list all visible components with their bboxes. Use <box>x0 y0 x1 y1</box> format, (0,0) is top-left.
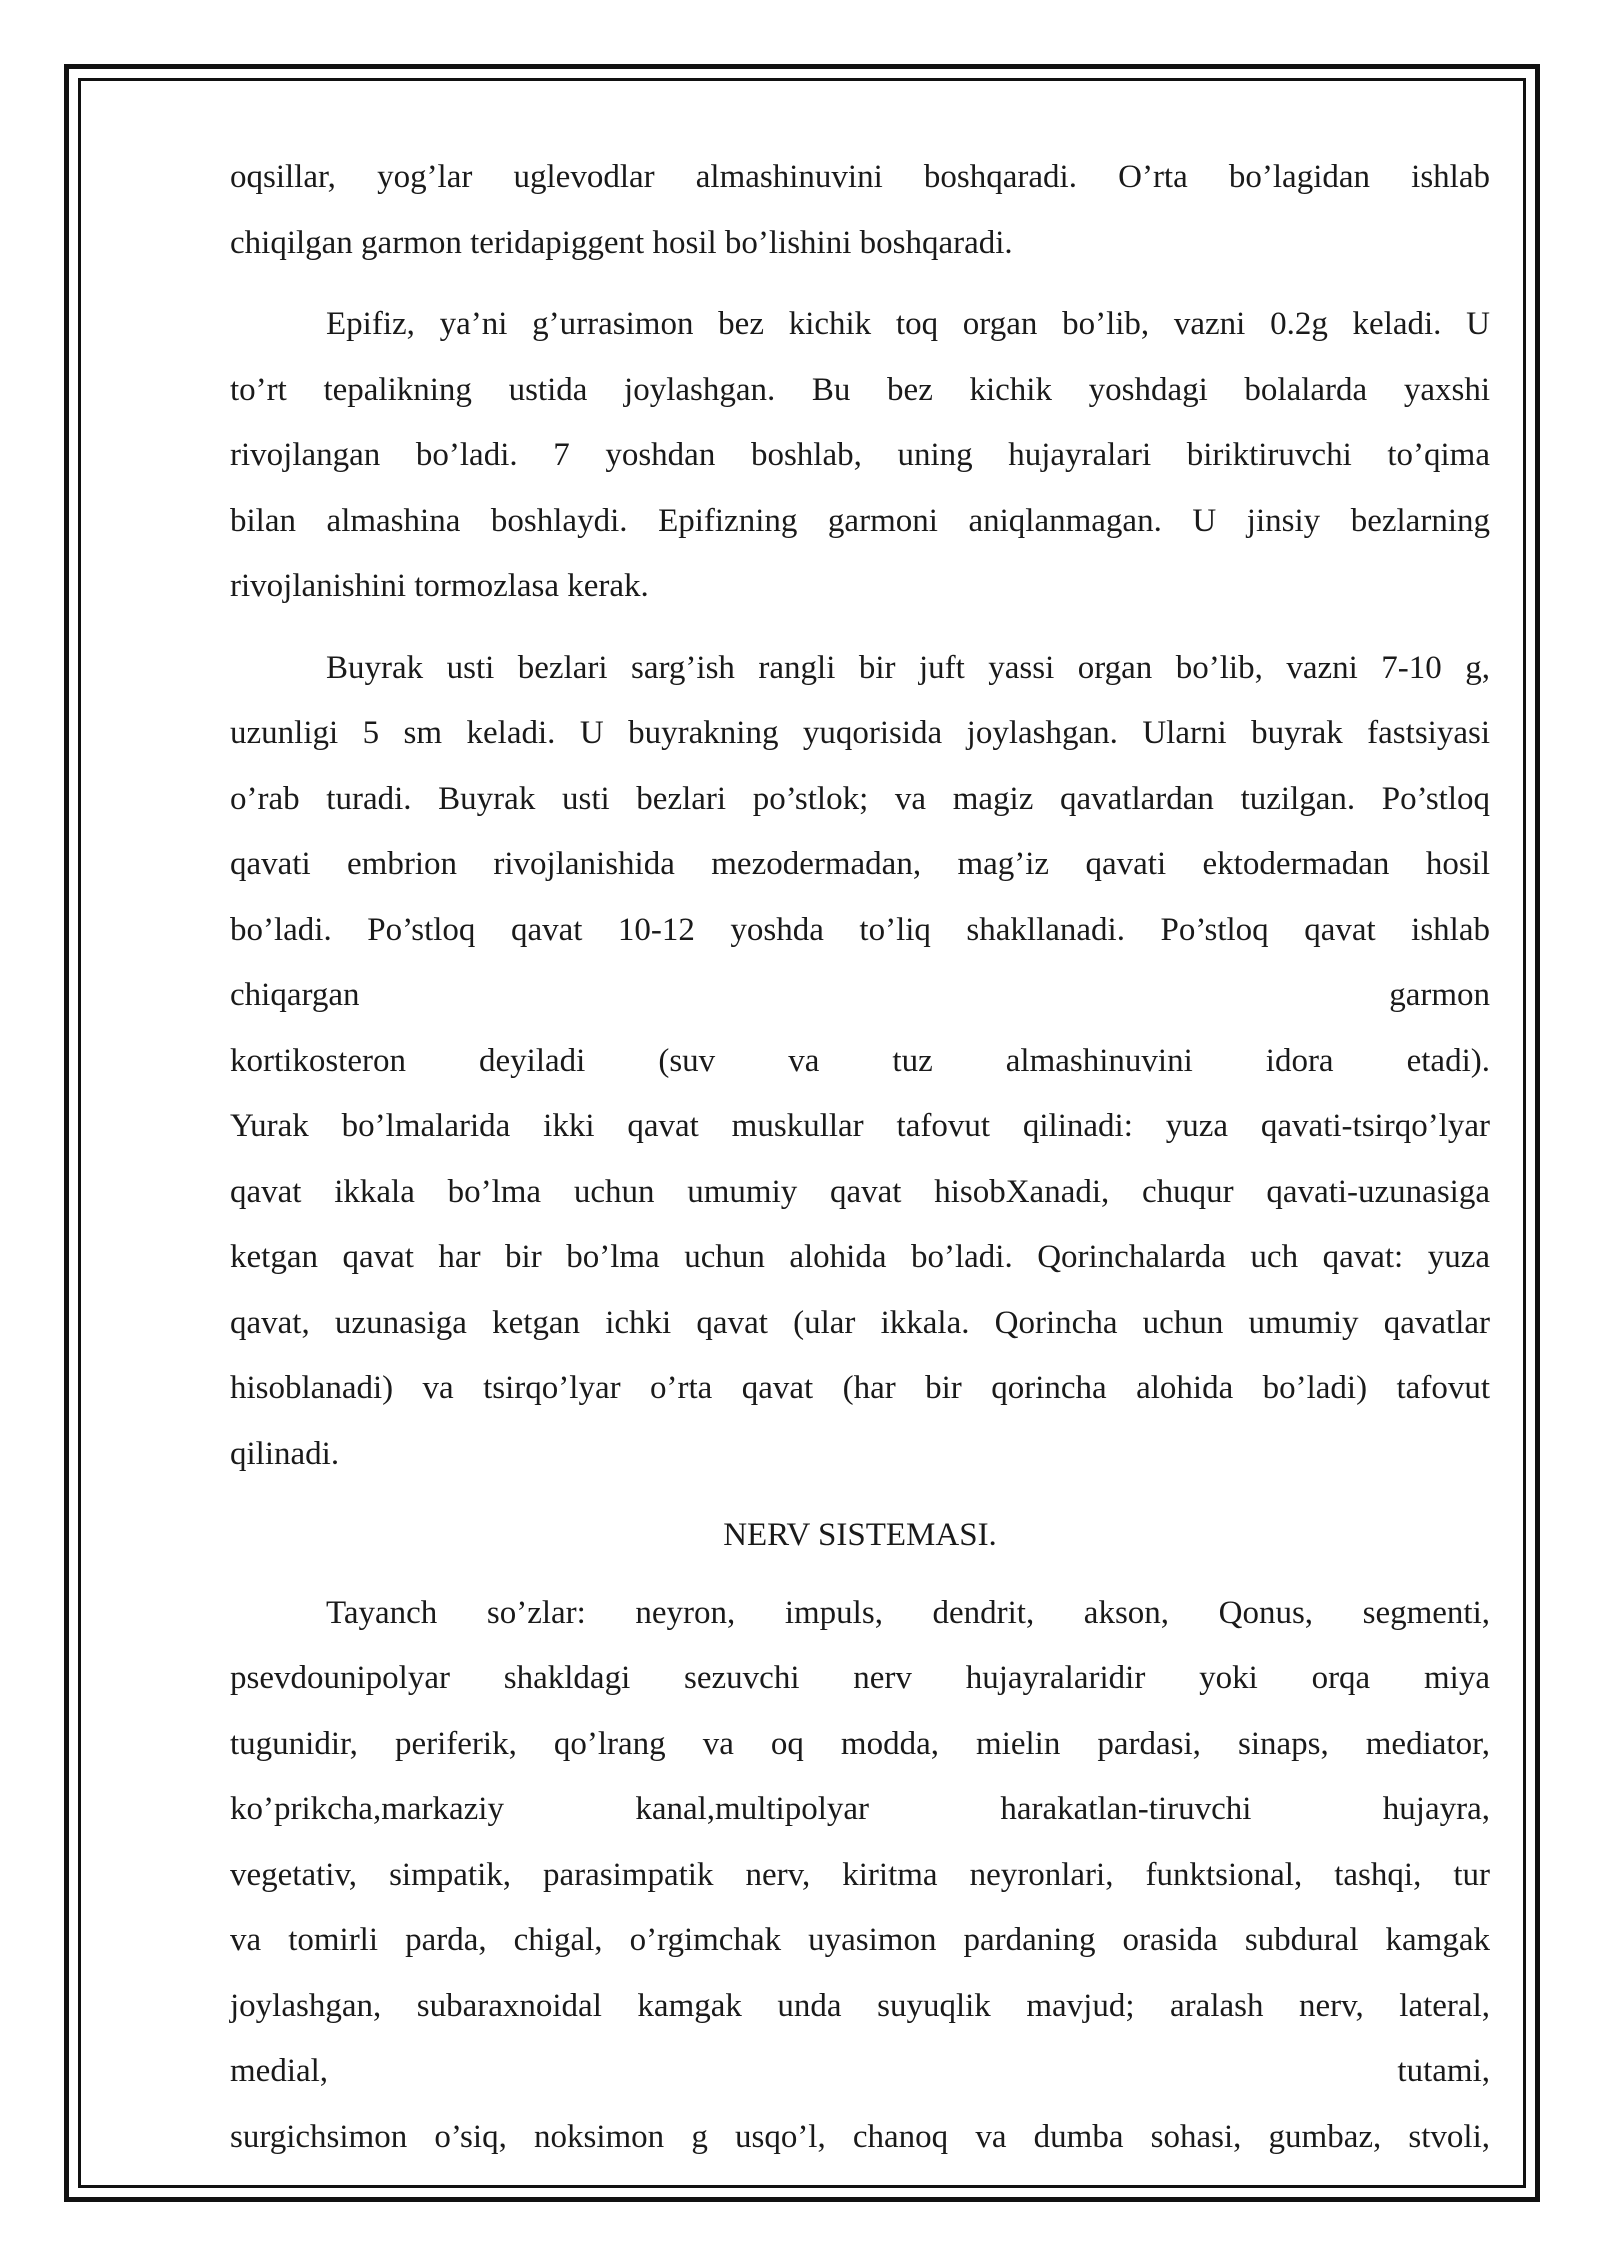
text-line: chiqilgan garmon teridapiggent hosil bo’lishini boshqaradi. <box>230 224 1013 261</box>
section-heading: NERV SISTEMASI. <box>723 1517 997 1553</box>
text-line: Yurak bo’lmalarida ikki qavat muskullar tafovut qilinadi: yuza qavati-tsirqo’lyar <box>230 1108 1490 1144</box>
paragraph-2 <box>230 292 1490 620</box>
text-line: o’rab turadi. Buyrak usti bezlari po’stlok; va magiz qavatlardan tuzilgan. Po’stloq <box>230 780 1490 817</box>
text-line: medial, tutami, <box>230 2053 1490 2089</box>
text-line: chiqargan garmon <box>230 977 1490 1013</box>
text-line: qavat, uzunasiga ketgan ichki qavat (ular ikkala. Qorincha uchun umumiy qavatlar <box>230 1304 1490 1341</box>
text-line: ko’prikcha,markaziy kanal,multipolyar harakatlan-tiruvchi hujayra, <box>230 1791 1490 1827</box>
text-line: Buyrak usti bezlari sarg’ish rangli bir juft yassi organ bo’lib, vazni 7-10 g, <box>326 649 1490 686</box>
text-line: to’rt tepalikning ustida joylashgan. Bu bez kichik yoshdagi bolalarda yaxshi <box>230 371 1490 408</box>
text-line: joylashgan, subaraxnoidal kamgak unda suyuqlik mavjud; aralash nerv, lateral, <box>230 1987 1490 2024</box>
text-line: qilinadi. <box>230 1435 340 1472</box>
paragraph-3 <box>230 636 1490 1488</box>
text-line: bo’ladi. Po’stloq qavat 10-12 yoshda to’liq shakllanadi. Po’stloq qavat ishlab <box>230 911 1490 948</box>
text-line: vegetativ, simpatik, parasimpatik nerv, kiritma neyronlari, funktsional, tashqi, tur <box>230 1856 1490 1893</box>
text-line: Tayanch so’zlar: neyron, impuls, dendrit, akson, Qonus, segmenti, <box>326 1594 1490 1631</box>
paragraph-keywords <box>230 1581 1490 2171</box>
text-line: va tomirli parda, chigal, o’rgimchak uyasimon pardaning orasida subdural kamgak <box>230 1922 1490 1958</box>
text-line: ketgan qavat har bir bo’lma uchun alohida bo’ladi. Qorinchalarda uch qavat: yuza <box>230 1239 1490 1275</box>
text-line: rivojlangan bo’ladi. 7 yoshdan boshlab, uning hujayralari biriktiruvchi to’qima <box>230 437 1490 473</box>
text-line: oqsillar, yog’lar uglevodlar almashinuvini boshqaradi. O’rta bo’lagidan ishlab <box>230 159 1490 195</box>
paragraph-1 <box>230 145 1490 276</box>
document-body <box>230 145 1490 2186</box>
text-line: kortikosteron deyiladi (suv va tuz almashinuvini idora etadi). <box>230 1042 1490 1079</box>
text-line: rivojlanishini tormozlasa kerak. <box>230 568 649 604</box>
text-line: surgichsimon o’siq, noksimon g usqo’l, chanoq va dumba sohasi, gumbaz, stvoli, <box>230 2118 1490 2155</box>
text-line: qavat ikkala bo’lma uchun umumiy qavat hisobXanadi, chuqur qavati-uzunasiga <box>230 1173 1490 1210</box>
text-line: bilan almashina boshlaydi. Epifizning garmoni aniqlanmagan. U jinsiy bezlarning <box>230 502 1490 539</box>
text-line: uzunligi 5 sm keladi. U buyrakning yuqorisida joylashgan. Ularni buyrak fastsiyasi <box>230 715 1490 751</box>
text-line: psevdounipolyar shakldagi sezuvchi nerv hujayralaridir yoki orqa miya <box>230 1660 1490 1696</box>
text-line: tugunidir, periferik, qo’lrang va oq modda, mielin pardasi, sinaps, mediator, <box>230 1725 1490 1762</box>
text-line: qavati embrion rivojlanishida mezodermadan, mag’iz qavati ektodermadan hosil <box>230 846 1490 882</box>
text-line: hisoblanadi) va tsirqo’lyar o’rta qavat (har bir qorincha alohida bo’ladi) tafovut <box>230 1370 1490 1406</box>
text-line: Epifiz, ya’ni g’urrasimon bez kichik toq organ bo’lib, vazni 0.2g keladi. U <box>326 306 1490 342</box>
